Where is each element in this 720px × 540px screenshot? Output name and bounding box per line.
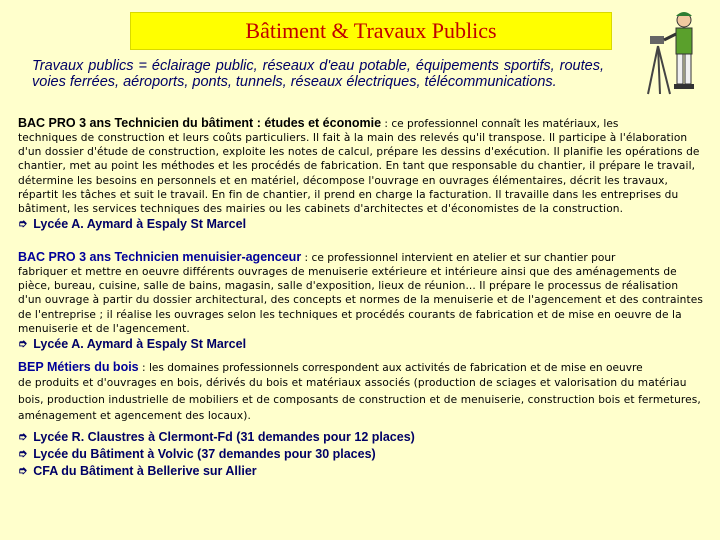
surveyor-illustration <box>640 6 710 96</box>
page-title <box>130 12 612 50</box>
lycee-item: ➮ CFA du Bâtiment à Bellerive sur Allier <box>18 463 257 478</box>
section-lead: : les domaines professionnels correspondent aux activités de fabrication et de mise en oeuvre <box>138 362 643 374</box>
page-title-text: Bâtiment & Travaux Publics <box>245 18 497 43</box>
arrow-icon: ➮ <box>18 338 28 351</box>
section-lead: : ce professionnel connaît les matériaux, les <box>381 118 619 130</box>
section-body: fabriquer et mettre en oeuvre différents ouvrages de menuiserie extérieure et intérieure ainsi que des aménagements de pièce, bureau, cuisine, salle de bains, magasin, salle d'exposition, lieux de réunion... Il prépare le processus de réalisation d'un ouvrage à partir du dossier architectural, des concepts et normes de la menuiserie et de l'agencement et des contraintes de l'entreprise ; il réalise les ouvrages selon les techniques et procédés courants de fabrication et de mise en oeuvre de la menuiserie et de l'agencement. <box>18 266 703 335</box>
section-bac-pro-menuisier <box>18 250 704 353</box>
section-title: BAC PRO 3 ans Technicien menuisier-agenceur <box>18 250 302 264</box>
section-lead: : ce professionnel intervient en atelier et sur chantier pour <box>301 252 616 264</box>
lycee-item: ➮ Lycée du Bâtiment à Volvic (37 demandes pour 30 places) <box>18 446 376 461</box>
arrow-icon: ➮ <box>18 430 28 443</box>
section-title: BEP Métiers du bois <box>18 360 139 374</box>
section-body: techniques de construction et leurs coûts particuliers. Il fait à la main des relevés qu'il transpose. Il participe à l'élaboration d'un dossier d'étude de construction, exploite les notes de calcul, prépare les dessins d'exécution. Il planifie les opérations de chantier, met au point les méthodes et les procédés de fabrication. En tant que responsable du chantier, il prépare le travail, détermine les besoins en personnels et en matériel, décompose l'ouvrage en ouvrages élémentaires, décrit les travaux, répartit les tâches et suit le travail. En fin de chantier, il prend en charge la facturation. Il travaille dans les entreprises du bâtiment, les services techniques des mairies ou les cabinets d'architectes et d'économistes de la construction. <box>18 132 700 216</box>
arrow-icon: ➮ <box>18 218 28 231</box>
intro-text: Travaux publics = éclairage public, réseaux d'eau potable, équipements sportifs, routes, voies ferrées, aéroports, ponts, tunnels, réseaux électriques, télécommunications. <box>32 58 604 90</box>
section-bep-bois <box>18 360 704 480</box>
lycee-item: ➮ Lycée R. Claustres à Clermont-Fd (31 demandes pour 12 places) <box>18 429 415 444</box>
lycee-item: ➮ Lycée A. Aymard à Espaly St Marcel <box>18 217 247 232</box>
section-body: de produits et d'ouvrages en bois, dérivés du bois et matériaux associés (production de sciages et valorisation du matériau bois, production industrielle de mobiliers et de composants de construction et de menuiserie, construction bois et fermetures, aménagement et agencement des locaux). <box>18 377 701 422</box>
lycee-item: ➮ Lycée A. Aymard à Espaly St Marcel <box>18 337 247 352</box>
section-bac-pro-batiment <box>18 116 704 233</box>
arrow-icon: ➮ <box>18 464 28 477</box>
section-title: BAC PRO 3 ans Technicien du bâtiment : études et économie <box>18 116 382 130</box>
arrow-icon: ➮ <box>18 447 28 460</box>
